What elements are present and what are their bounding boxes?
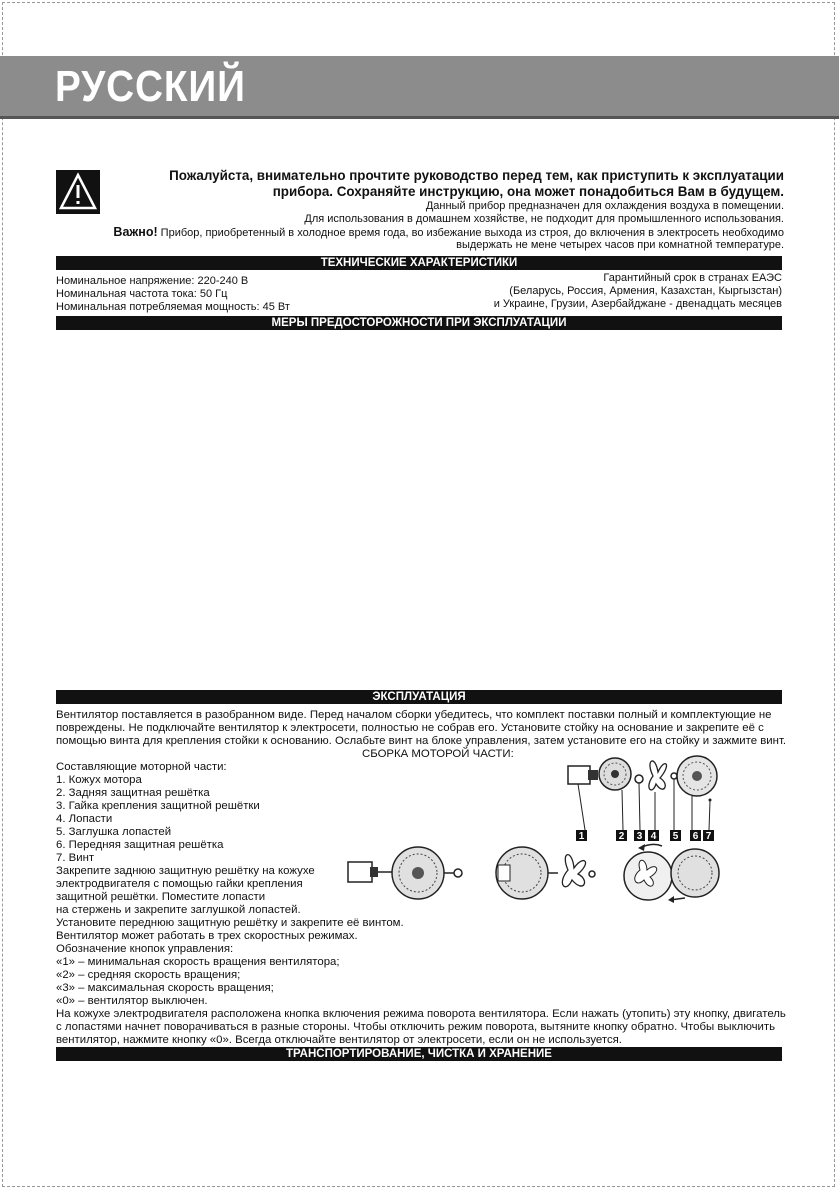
warranty-line1: Гарантийный срок в странах ЕАЭС bbox=[603, 272, 782, 284]
part-4: 4. Лопасти bbox=[56, 813, 113, 825]
operation-p1-line3: помощью винта для крепления стойки к основанию. Ослабьте винт на блоке управления, затем установите его на стойку и зажмите винт. bbox=[56, 735, 787, 747]
part-6: 6. Передняя защитная решётка bbox=[56, 839, 224, 851]
specs-section-title: ТЕХНИЧЕСКИЕ ХАРАКТЕРИСТИКИ bbox=[56, 256, 782, 270]
assembly-step-2 bbox=[496, 847, 595, 899]
intro-bold-line2: прибора. Сохраняйте инструкцию, она может понадобиться Вам в будущем. bbox=[272, 184, 784, 199]
label-1: 1 bbox=[578, 831, 585, 842]
label-6: 6 bbox=[692, 831, 699, 842]
assembly-step-1 bbox=[348, 847, 462, 899]
spec-voltage: Номинальное напряжение: 220-240 В bbox=[56, 275, 249, 287]
warranty-line3: и Украине, Грузии, Азербайджане - двенадцать месяцев bbox=[493, 298, 782, 310]
rotation-line2: с лопастями начнет поворачиваться в разные стороны. Чтобы отключить режим поворота, вытяните кнопку обратно. Чтобы выключить bbox=[56, 1021, 776, 1033]
language-title: РУССКИЙ bbox=[55, 62, 246, 111]
safety-section-title: МЕРЫ ПРЕДОСТОРОЖНОСТИ ПРИ ЭКСПЛУАТАЦИИ bbox=[56, 316, 782, 330]
label-5: 5 bbox=[672, 831, 679, 842]
spec-frequency: Номинальная частота тока: 50 Гц bbox=[56, 288, 228, 300]
transport-section-title: ТРАНСПОРТИРОВАНИЕ, ЧИСТКА И ХРАНЕНИЕ bbox=[56, 1047, 782, 1061]
part-2: 2. Задняя защитная решётка bbox=[56, 787, 210, 799]
step-line4: на стержень и закрепите заглушкой лопастей. bbox=[56, 904, 301, 916]
intro-important bbox=[113, 226, 784, 240]
rotation-line1: На кожухе электродвигателя расположена кнопка включения режима поворота вентилятора. Если нажать (утопить) эту кнопку, двигатель bbox=[56, 1008, 786, 1020]
part-7: 7. Винт bbox=[56, 852, 95, 864]
intro-important-2: выдержать не мене четырех часов при комнатной температуре. bbox=[456, 239, 784, 251]
step-line1: Закрепите заднюю защитную решётку на кожухе bbox=[56, 865, 315, 877]
operation-section-title: ЭКСПЛУАТАЦИЯ bbox=[56, 690, 782, 704]
intro-bold bbox=[169, 168, 784, 200]
important-label: Важно! bbox=[113, 225, 158, 239]
operation-p1-line1: Вентилятор поставляется в разобранном виде. Перед началом сборки убедитесь, что комплект поставки полный и комплектующие не bbox=[56, 709, 772, 721]
step-line2: электродвигателя с помощью гайки крепления bbox=[56, 878, 303, 890]
parts-intro: Составляющие моторной части: bbox=[56, 761, 227, 773]
button-0: «0» – вентилятор выключен. bbox=[56, 995, 208, 1007]
button-1: «1» – минимальная скорость вращения вентилятора; bbox=[56, 956, 340, 968]
part-5: 5. Заглушка лопастей bbox=[56, 826, 172, 838]
label-4: 4 bbox=[650, 831, 657, 842]
buttons-intro: Обозначение кнопок управления: bbox=[56, 943, 234, 955]
operation-p1-line2: повреждены. Не подключайте вентилятор к электросети, полностью не собрав его. Установите стойку на основание и закрепите её с bbox=[56, 722, 764, 734]
speed-modes: Вентилятор может работать в трех скоростных режимах. bbox=[56, 930, 358, 942]
button-3: «3» – максимальная скорость вращения; bbox=[56, 982, 274, 994]
parts-diagram bbox=[560, 752, 730, 842]
label-2: 2 bbox=[618, 831, 625, 842]
important-text: Прибор, приобретенный в холодное время года, во избежание выхода из строя, до включения в электросеть необходимо bbox=[157, 227, 784, 239]
part-3: 3. Гайка крепления защитной решётки bbox=[56, 800, 260, 812]
warranty-line2: (Беларусь, Россия, Армения, Казахстан, Кыргызстан) bbox=[509, 285, 782, 297]
intro-purpose: Данный прибор предназначен для охлаждения воздуха в помещении. bbox=[425, 200, 784, 212]
assembly-step-3 bbox=[624, 844, 719, 903]
intro-bold-line1: Пожалуйста, внимательно прочтите руководство перед тем, как приступить к эксплуатации bbox=[169, 168, 784, 183]
intro-household: Для использования в домашнем хозяйстве, не подходит для промышленного использования. bbox=[304, 213, 784, 225]
assembly-title: СБОРКА МОТОРОЙ ЧАСТИ: bbox=[362, 748, 514, 760]
spec-power: Номинальная потребляемая мощность: 45 Вт bbox=[56, 301, 290, 313]
assembly-diagram bbox=[340, 840, 720, 910]
warning-icon bbox=[56, 170, 100, 214]
label-7: 7 bbox=[705, 831, 712, 842]
step-line5: Установите переднюю защитную решётку и закрепите её винтом. bbox=[56, 917, 404, 929]
label-3: 3 bbox=[636, 831, 643, 842]
part-1: 1. Кожух мотора bbox=[56, 774, 142, 786]
step-line3: защитной решётки. Поместите лопасти bbox=[56, 891, 266, 903]
button-2: «2» – средняя скорость вращения; bbox=[56, 969, 241, 981]
rotation-line3: вентилятор, нажмите кнопку «0». Всегда отключайте вентилятор от электросети, если он не используется. bbox=[56, 1034, 622, 1046]
